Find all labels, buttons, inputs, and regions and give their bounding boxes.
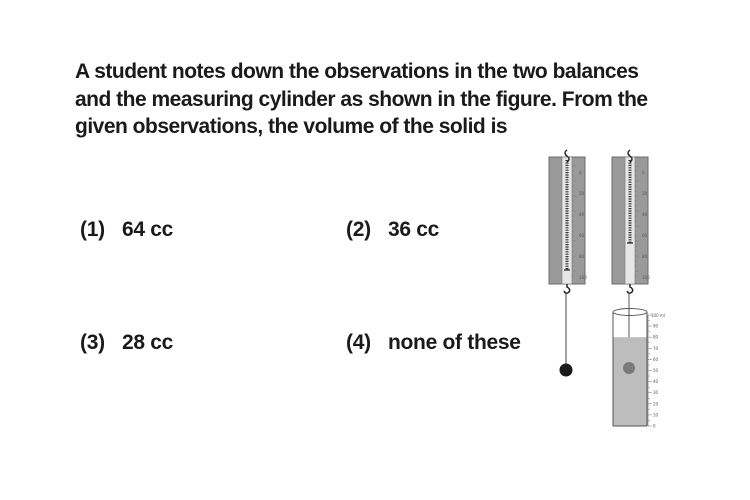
right-bottom-hook-icon — [627, 284, 633, 293]
left-scale-label-0: 0 — [579, 170, 582, 175]
option-1-text: 64 cc — [122, 218, 174, 241]
right-scale-label-3: 60 — [642, 233, 648, 238]
cylinder-label-top: 100 ml — [651, 313, 665, 318]
cylinder-water — [613, 337, 647, 426]
question-line-3: given observations, the volume of the solid is — [75, 115, 508, 138]
option-1-number: (1) — [80, 218, 105, 241]
left-scale-label-1: 20 — [579, 191, 585, 196]
right-scale-label-1: 20 — [642, 191, 648, 196]
option-2-number: (2) — [346, 218, 371, 241]
question-line-1: A student notes down the observations in the two balances — [75, 60, 639, 83]
right-scale-label-2: 40 — [642, 212, 648, 217]
cylinder-scale-label-1: 80 — [653, 334, 659, 340]
cylinder-ticks — [648, 315, 652, 426]
right-scale-label-5: 100 — [642, 275, 650, 280]
cylinder-scale-label-8: 10 — [653, 412, 659, 418]
cylinder-scale-labels — [653, 324, 659, 429]
option-4-number: (4) — [346, 331, 371, 354]
cylinder-scale-label-2: 70 — [653, 345, 659, 351]
cylinder-scale-label-4: 50 — [653, 368, 659, 373]
cylinder-scale-label-0: 90 — [653, 323, 659, 329]
right-spring-balance — [612, 150, 650, 363]
left-bottom-hook-icon — [564, 284, 570, 293]
option-3-number: (3) — [80, 331, 105, 354]
cylinder-scale-label-3: 60 — [653, 356, 659, 362]
option-4-text: none of these — [388, 331, 521, 354]
option-2-text: 36 cc — [388, 218, 440, 241]
submerged-solid-bob — [623, 362, 635, 374]
left-scale-label-5: 100 — [579, 275, 587, 280]
left-solid-bob — [560, 364, 573, 377]
cylinder-rim — [613, 309, 647, 316]
left-scale-label-2: 40 — [579, 212, 585, 217]
measuring-cylinder — [613, 309, 665, 429]
left-spring-balance — [549, 150, 587, 377]
cylinder-scale-label-6: 30 — [653, 390, 659, 396]
cylinder-scale-label-9: 0 — [653, 423, 656, 429]
left-scale-label-3: 60 — [579, 233, 585, 238]
question-line-2: and the measuring cylinder as shown in the figure. From the — [75, 87, 648, 111]
right-scale-label-0: 0 — [642, 170, 645, 175]
right-scale-label-4: 80 — [642, 254, 648, 259]
option-3-text: 28 cc — [122, 331, 174, 354]
left-scale-label-4: 80 — [579, 254, 585, 259]
cylinder-scale-label-5: 40 — [653, 379, 659, 385]
cylinder-scale-label-7: 20 — [653, 401, 659, 407]
